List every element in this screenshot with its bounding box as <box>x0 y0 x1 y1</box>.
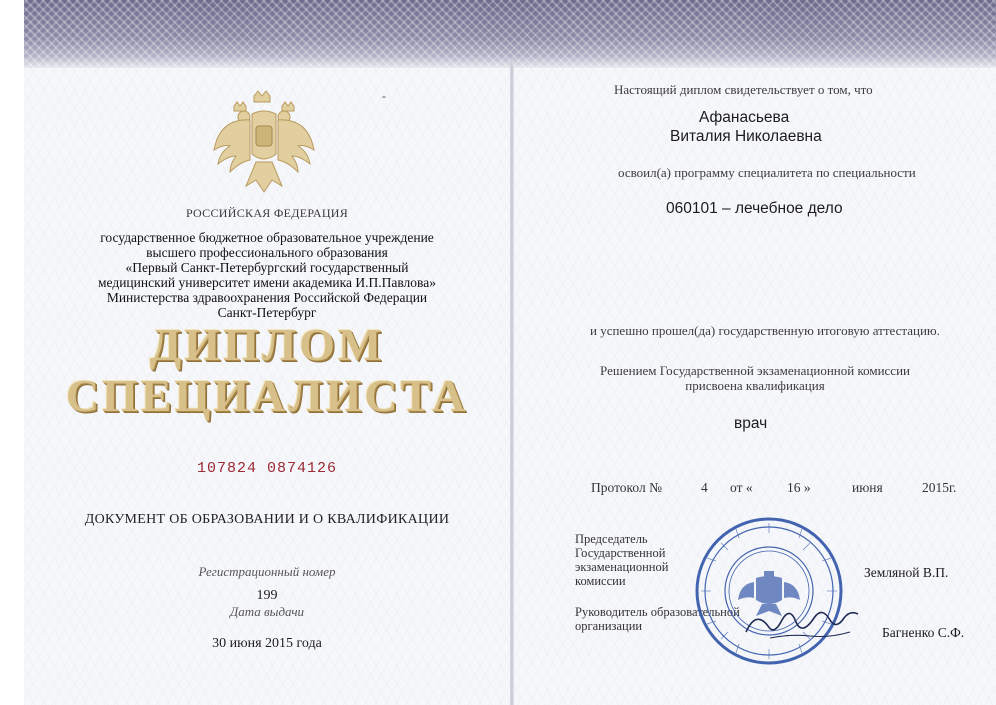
commission-decision <box>514 363 996 393</box>
small-mark: - <box>382 89 386 103</box>
issue-date-label: Дата выдачи <box>229 604 305 619</box>
country-name: РОССИЙСКАЯ ФЕДЕРАЦИЯ <box>185 206 349 220</box>
chair-label-line: Государственной <box>575 546 666 560</box>
attestation-text: и успешно прошел(да) государственную итоговую аттестацию. <box>590 323 940 338</box>
head-label-line: Руководитель образовательной <box>575 605 740 619</box>
qualification: врач <box>734 415 768 432</box>
issue-date: 30 июня 2015 года <box>212 636 322 651</box>
mastered-program-text: освоил(а) программу специалитета по специальности <box>618 165 916 180</box>
decision-line: Решением Государственной экзаменационной комиссии <box>600 363 910 378</box>
intro-text: Настоящий диплом свидетельствует о том, что <box>614 82 873 97</box>
serial-number: 107824 0874126 <box>196 460 338 477</box>
specialty: 060101 – лечебное дело <box>666 200 843 217</box>
protocol-from: от « <box>730 480 753 495</box>
registration-number-label: Регистрационный номер <box>198 564 336 579</box>
institution-line: Санкт-Петербург <box>217 305 317 320</box>
right-page <box>514 68 996 705</box>
left-page <box>24 68 510 705</box>
chair-label-line: экзаменационной комиссии <box>575 560 669 588</box>
institution-line: медицинский университет имени академика И.П.Павлова» <box>97 275 436 290</box>
protocol-label: Протокол № <box>591 480 662 495</box>
institution-line: Министерства здравоохранения Российской Федерации <box>106 290 428 305</box>
diploma-title-line2: СПЕЦИАЛИСТА <box>65 370 469 421</box>
head-label-line: организации <box>575 619 643 633</box>
protocol-year: 2015г. <box>922 480 957 495</box>
organization-head-name: Багненко С.Ф. <box>882 625 965 640</box>
signature-icon <box>742 598 862 648</box>
document-type: ДОКУМЕНТ ОБ ОБРАЗОВАНИИ И О КВАЛИФИКАЦИИ <box>84 512 450 527</box>
graduate-given-names: Виталия Николаевна <box>670 128 822 145</box>
protocol-month: июня <box>852 480 883 495</box>
institution-line: «Первый Санкт-Петербургский государственный <box>125 260 409 275</box>
protocol-number: 4 <box>701 480 708 495</box>
decision-line: присвоена квалификация <box>685 378 825 393</box>
guilloche-top-band <box>24 0 996 68</box>
institution-line: высшего профессионального образования <box>146 245 388 260</box>
institution-line: государственное бюджетное образовательное учреждение <box>100 230 434 245</box>
protocol-day: 16 » <box>787 480 811 495</box>
diploma-sheet <box>24 0 996 705</box>
chair-label-line: Председатель <box>575 532 648 546</box>
commission-chair-name: Земляной В.П. <box>864 565 949 580</box>
graduate-surname: Афанасьева <box>699 109 790 126</box>
coat-of-arms-emblem-icon <box>210 90 318 202</box>
diploma-title-line1: ДИПЛОМ <box>149 319 385 370</box>
institution-name <box>64 230 470 320</box>
registration-number: 199 <box>256 588 278 603</box>
